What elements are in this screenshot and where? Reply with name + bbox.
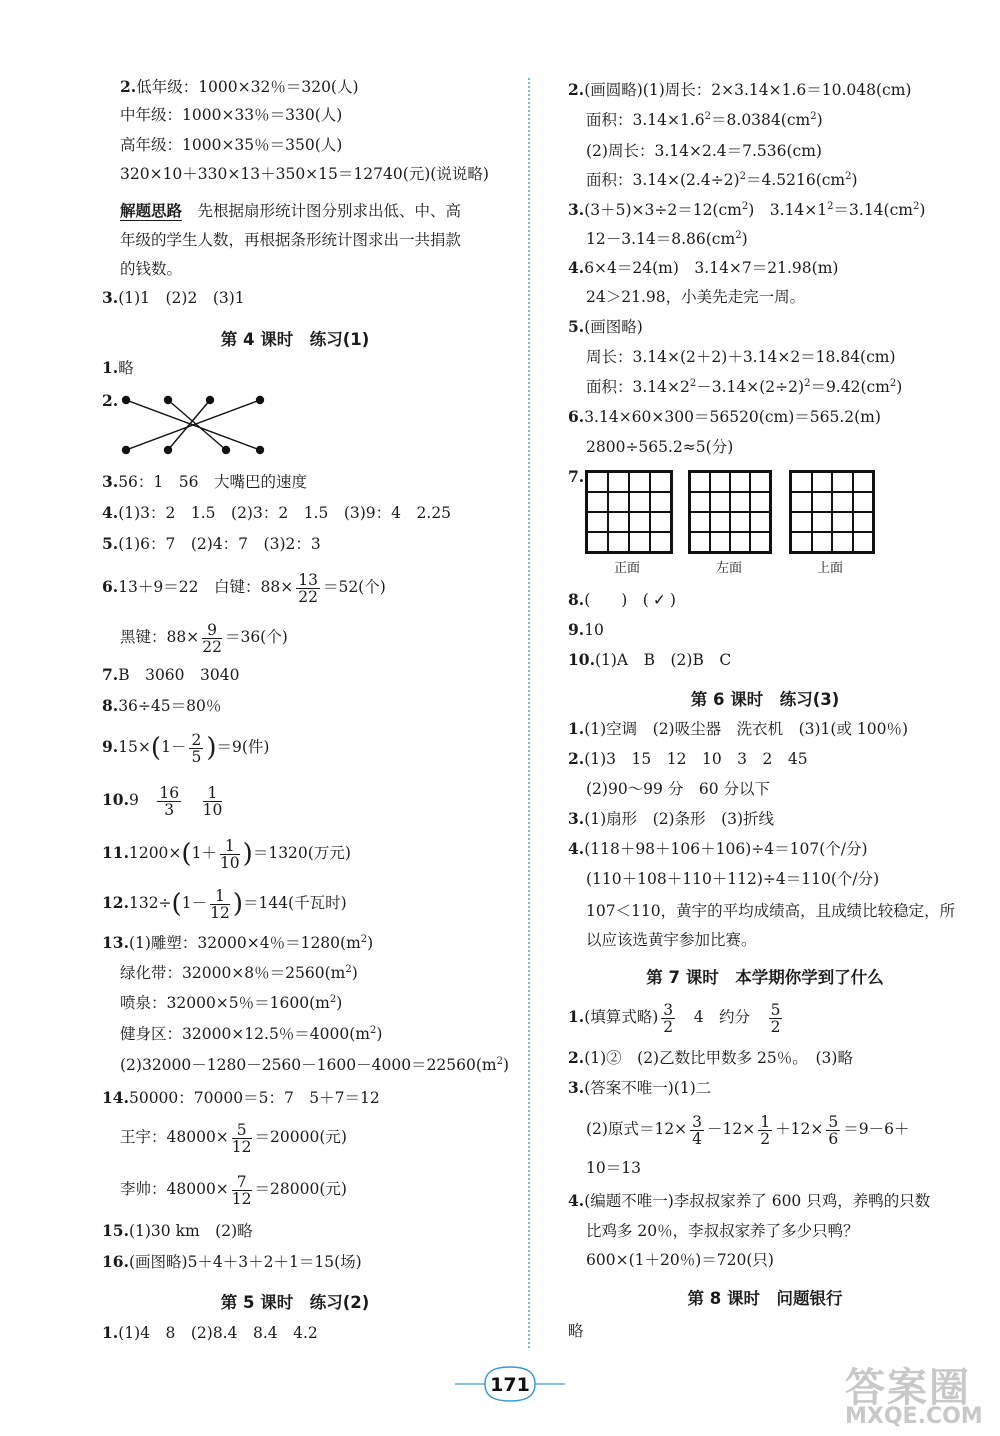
answer-2-line-3: 高年级：1000×35％＝350(人): [120, 136, 343, 154]
view-grid-front: [585, 470, 673, 554]
lesson6-answer-3: 3.(1)扇形 (2)条形 (3)折线: [568, 809, 775, 828]
lesson6-answer-2-line-2: (2)90～99 分 60 分以下: [586, 780, 770, 798]
answer-2-hint-2: 年级的学生人数，再根据条形统计图求出一共捐款: [120, 231, 462, 249]
lesson4-answer-10: 10.9 $\frac{16}{3}$ $\frac{1}{10}$: [102, 783, 223, 819]
r-answer-3-line-1: $3.(3+5)\times 3\div 2=12(cm^2)$ $3.14\times 1^2=3.14(cm^2)$: [568, 200, 926, 219]
fraction-13-22: $\frac{13}{22}$: [298, 570, 318, 606]
fraction-1-10: $\frac{1}{10}$: [202, 783, 223, 819]
r-answer-5-line-1: 5.(画图略): [568, 317, 643, 336]
r-answer-5-line-3: 面积：$3.14\times 2^2-3.14\times(2\div 2)^2=9.42(cm^2)$: [586, 378, 903, 396]
section-title-lesson-8: 第 8 课时 问题银行: [687, 1289, 843, 1308]
lesson4-answer-12: 12.132÷(1－ $\frac{1}{12}$ )＝144(千瓦时): [102, 886, 347, 922]
answer-2-hint-3: 的钱数。: [120, 260, 183, 278]
lesson4-answer-14-line-1: 14.50000：70000＝5：7 5＋7＝12: [102, 1088, 380, 1107]
r-answer-6-line-2: 2800÷565.2≈5(分): [586, 438, 734, 456]
lesson6-answer-2-line-1: 2.(1)3 15 12 10 3 2 45: [568, 749, 808, 768]
lesson4-answer-13-line-3: 喷泉：32000×5％$=1600(m^2)$: [120, 994, 343, 1012]
answer-2-line-4: 320×10＋330×13＋350×15＝12740(元)(说说略): [120, 165, 489, 183]
r-answer-9: 9.10: [568, 620, 604, 639]
fraction-3-2: $\frac{3}{2}$: [663, 1000, 674, 1036]
r-answer-8: 8.( ) ( ✓ ): [568, 590, 676, 609]
lesson6-answer-4-line-1: 4.(118＋98＋106＋106)÷4＝107(个/分): [568, 839, 868, 858]
lesson4-answer-3: 3.56：1 56 大嘴巴的速度: [102, 472, 307, 491]
lesson6-answer-4-line-3: 107＜110，黄宇的平均成绩高，且成绩比较稳定，所: [586, 902, 956, 920]
view-grid-left: [688, 470, 772, 554]
lesson5-answer-1: 1.(1)4 8 (2)8.4 8.4 4.2: [102, 1323, 318, 1342]
lesson4-answer-16: 16.(画图略)5＋4＋3＋2＋1＝15(场): [102, 1252, 362, 1271]
r-answer-6-line-1: 6.3.14×60×300＝56520(cm)＝565.2(m): [568, 407, 881, 426]
fraction-1-10b: $\frac{1}{10}$: [219, 836, 240, 872]
checkmark-icon: ✓: [652, 591, 666, 609]
answer-2-hint-1: 解题思路 先根据扇形统计图分别求出低、中、高: [120, 201, 462, 220]
lesson4-answer-13-line-5: $(2)32000-1280-2560-1600-4000=22560(m^2)$: [120, 1056, 510, 1074]
answer-2-line-1: 2.低年级：1000×32％＝320(人): [120, 77, 359, 96]
fraction-1-12: $\frac{1}{12}$: [210, 886, 230, 922]
view-label-front: 正面: [614, 561, 641, 576]
lesson7-answer-4-line-2: 比鸡多 20％，李叔叔家养了多少只鸭？: [586, 1222, 859, 1240]
fraction-5-2: $\frac{5}{2}$: [770, 1000, 781, 1036]
fraction-5-12: $\frac{5}{12}$: [231, 1120, 252, 1156]
lesson4-answer-13-line-2: 绿化带：32000×8％$=2560(m^2)$: [120, 964, 358, 982]
lesson7-answer-3-line-1: 3.(答案不唯一)(1)二: [568, 1078, 712, 1097]
lesson6-answer-1: 1.(1)空调 (2)吸尘器 洗衣机 (3)1(或 100％): [568, 719, 909, 738]
fraction-9-22: $\frac{9}{22}$: [202, 620, 222, 656]
watermark-url: MXQE.COM: [845, 1404, 983, 1429]
lesson7-answer-4-line-1: 4.(编题不唯一)李叔叔家养了 600 只鸡，养鸭的只数: [568, 1191, 931, 1210]
lesson4-answer-13-line-1: 13.(1)雕塑：32000×4％$=1280(m^2)$: [102, 933, 374, 952]
view-grid-top: [789, 470, 875, 554]
r-answer-3-line-2: $12-3.14=8.86(cm^2)$: [586, 230, 748, 248]
lesson4-answer-1: 1.略: [102, 358, 134, 377]
lesson7-answer-3-line-3: 10＝13: [586, 1159, 641, 1177]
lesson8-answer: 略: [568, 1322, 584, 1340]
lesson6-answer-4-line-4: 以应该选黄宇参加比赛。: [586, 931, 757, 949]
lesson4-answer-13-line-4: 健身区：32000×12.5％$=4000(m^2)$: [120, 1025, 383, 1043]
fraction-2-5: $\frac{2}{5}$: [191, 730, 202, 766]
hint-tag: 解题思路: [120, 201, 183, 220]
lesson7-answer-2: 2.(1)② (2)乙数比甲数多 25％。 (3)略: [568, 1048, 853, 1067]
page-number-badge: [455, 1363, 565, 1405]
lesson4-answer-6-line-2: 黑键：88× $\frac{9}{22}$ ＝36(个): [120, 620, 288, 656]
section-title-lesson-6: 第 6 课时 练习(3): [690, 690, 840, 709]
fraction-3-4: $\frac{3}{4}$: [692, 1112, 703, 1148]
r-answer-2-line-4: 面积：$3.14\times(2.4\div 2)^2=4.5216(cm^2)$: [586, 171, 858, 189]
lesson4-answer-14-line-3: 李帅：48000× $\frac{7}{12}$ ＝28000(元): [120, 1172, 347, 1208]
answer-3: 3.(1)1 (2)2 (3)1: [102, 288, 245, 307]
line-matching-diagram: [118, 392, 268, 458]
view-label-top: 上面: [817, 561, 844, 576]
r-answer-5-line-2: 周长：3.14×(2＋2)＋3.14×2＝18.84(cm): [586, 348, 896, 366]
r-answer-7-number: 7.: [568, 467, 585, 486]
lesson4-answer-5: 5.(1)6：7 (2)4：7 (3)2：3: [102, 534, 321, 553]
lesson7-answer-3-line-2: (2)原式＝12× $\frac{3}{4}$ －12× $\frac{1}{2}$ ＋12× $\frac{5}{6}$ ＝9－6＋: [586, 1112, 910, 1148]
lesson4-answer-2-number: 2.: [102, 391, 119, 410]
lesson4-answer-15: 15.(1)30 km (2)略: [102, 1221, 253, 1240]
lesson4-answer-4: 4.(1)3：2 1.5 (2)3：2 1.5 (3)9：4 2.25: [102, 503, 452, 522]
fraction-1-2: $\frac{1}{2}$: [760, 1112, 771, 1148]
r-answer-10: 10.(1)A B (2)B C: [568, 650, 732, 669]
lesson4-answer-8: 8.36÷45＝80％: [102, 696, 222, 715]
answer-2-line-2: 中年级：1000×33％＝330(人): [120, 106, 343, 124]
view-label-left: 左面: [716, 561, 743, 576]
section-title-lesson-5: 第 5 课时 练习(2): [220, 1293, 370, 1312]
watermark-logo-text: 答案圈: [845, 1365, 971, 1411]
lesson4-answer-14-line-2: 王宇：48000× $\frac{5}{12}$ ＝20000(元): [120, 1120, 347, 1156]
section-title-lesson-7: 第 7 课时 本学期你学到了什么: [646, 968, 884, 987]
lesson4-answer-11: 11.1200×(1＋ $\frac{1}{10}$ )＝1320(万元): [102, 836, 351, 872]
r-answer-2-line-2: 面积：$3.14\times 1.6^2=8.0384(cm^2)$: [586, 111, 823, 129]
fraction-16-3: $\frac{16}{3}$: [159, 783, 180, 819]
lesson4-answer-9: 9.15×(1－ $\frac{2}{5}$ )＝9(件): [102, 730, 270, 766]
page-number: 171: [490, 1374, 530, 1396]
column-divider: [528, 78, 530, 1348]
lesson6-answer-4-line-2: (110＋108＋110＋112)÷4＝110(个/分): [586, 870, 880, 888]
r-answer-2-line-1: 2.(画圆略)(1)周长：2×3.14×1.6＝10.048(cm): [568, 80, 912, 99]
r-answer-4-line-2: 24＞21.98，小美先走完一周。: [586, 288, 806, 306]
fraction-5-6: $\frac{5}{6}$: [828, 1112, 839, 1148]
lesson4-answer-7: 7.B 3060 3040: [102, 665, 240, 684]
r-answer-2-line-3: (2)周长：3.14×2.4＝7.536(cm): [586, 142, 822, 160]
fraction-7-12: $\frac{7}{12}$: [231, 1172, 252, 1208]
lesson7-answer-1: 1.(填算式略) $\frac{3}{2}$ 4 约分 $\frac{5}{2}$: [568, 1000, 781, 1036]
section-title-lesson-4: 第 4 课时 练习(1): [220, 330, 370, 349]
lesson7-answer-4-line-3: 600×(1＋20％)＝720(只): [586, 1251, 774, 1269]
lesson4-answer-6-line-1: 6.13＋9＝22 白键：88× $\frac{13}{22}$ ＝52(个): [102, 570, 386, 606]
r-answer-4-line-1: 4.6×4＝24(m) 3.14×7＝21.98(m): [568, 258, 839, 277]
